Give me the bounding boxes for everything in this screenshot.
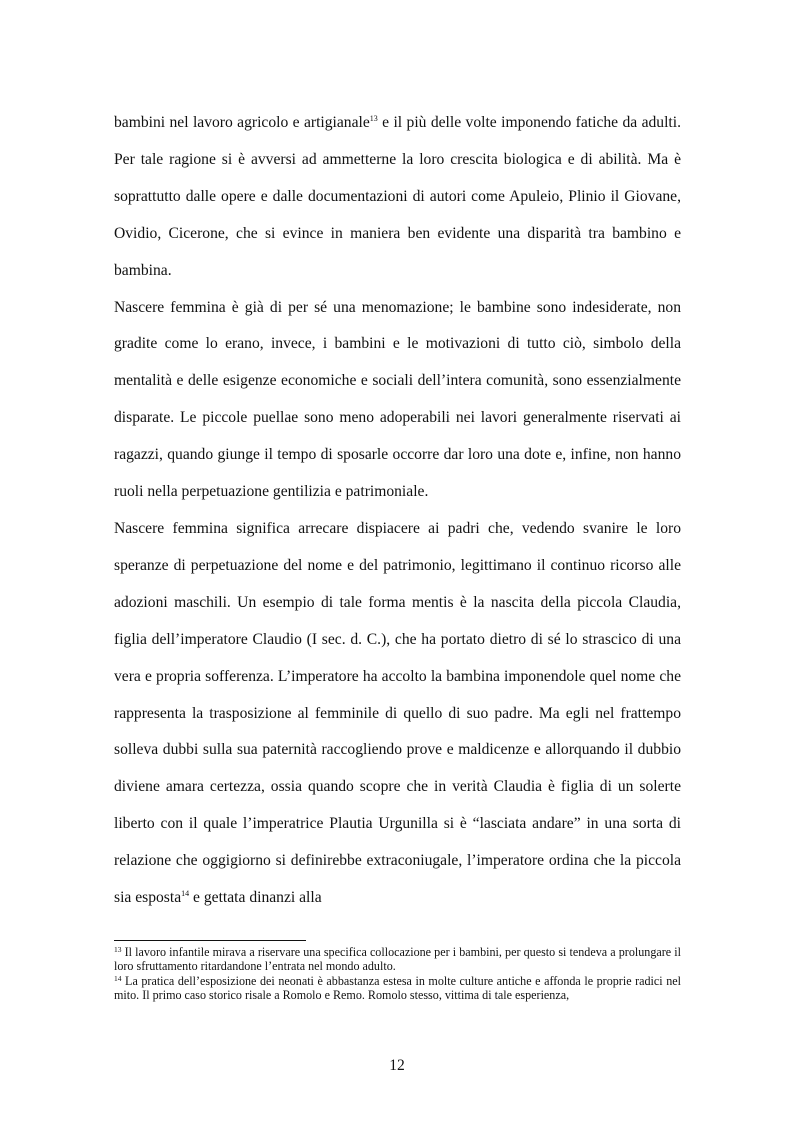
footnote-ref-14[interactable]: 14 — [181, 889, 190, 899]
paragraph-3-text-b: e gettata dinanzi alla — [189, 889, 322, 907]
footnote-text: Il lavoro infantile mirava a riservare una specifica collocazione per i bambini, per questo si tendeva a prolungare il loro sfruttamento ritardandone l’entrata nel mondo adulto. — [114, 945, 681, 974]
paragraph-2: Nascere femmina è già di per sé una menomazione; le bambine sono indesiderate, non gradite come lo erano, invece, i bambini e le motivazioni di tutto ciò, simbolo della mentalità e delle esigenze economiche e sociali dell’intera comunità, sono essenzialmente disparate. Le piccole puellae sono meno adoperabili nei lavori generalmente riservati ai ragazzi, quando giunge il tempo di sposarle occorre dar loro una dote e, infine, non hanno ruoli nella perpetuazione gentilizia e patrimoniale. — [114, 298, 681, 501]
footnote-number: 14 — [114, 973, 122, 983]
footnote-separator — [114, 940, 306, 941]
footnote-14 — [114, 974, 681, 1003]
paragraph-3 — [114, 511, 681, 917]
footnotes — [114, 945, 681, 1002]
footnote-text: La pratica dell’esposizione dei neonati è abbastanza estesa in molte culture antiche e affonda le proprie radici nel mito. Il primo caso storico risale a Romolo e Remo. Romolo stesso, vittima di tale esperienza, — [114, 973, 681, 1002]
paragraph-1 — [114, 105, 681, 290]
footnote-13 — [114, 945, 681, 974]
footnote-ref-13[interactable]: 13 — [369, 114, 378, 123]
footnote-number: 13 — [114, 945, 122, 954]
paragraph-3-text-a: Nascere femmina significa arrecare dispiacere ai padri che, vedendo svanire le loro speranze di perpetuazione del nome e del patrimonio, legittimano il continuo ricorso alle adozioni maschili. Un esempio di tale forma mentis è la nascita della piccola Claudia, figlia dell’imperatore Claudio (I sec. d. C.), che ha portato dietro di sé lo strascico di una vera e propria sofferenza. L’imperatore ha accolto la bambina imponendole quel nome che rappresenta la trasposizione al femminile di quello di suo padre. Ma egli nel frattempo solleva dubbi sulla sua paternità raccogliendo prove e maldicenze e allorquando il dubbio diviene amara certezza, ossia quando scopre che in verità Claudia è figlia di un solerte liberto con il quale l’imperatrice Plautia Urgunilla si è “lasciata andare” in una sorta di relazione che oggigiorno si definirebbe extraconiugale, l’imperatore ordina che la piccola sia esposta — [114, 519, 681, 907]
body-text — [114, 105, 681, 917]
page-number: 12 — [389, 1057, 405, 1074]
paragraph-1-text-b: e il più delle volte imponendo fatiche da adulti. Per tale ragione si è avversi ad ammetterne la loro crescita biologica e di abilità. Ma è soprattutto dalle opere e dalle documentazioni di autori come Apuleio, Plinio il Giovane, Ovidio, Cicerone, che si evince in maniera ben evidente una disparità tra bambino e bambina. — [114, 114, 681, 279]
paragraph-1-text-a: bambini nel lavoro agricolo e artigianale — [114, 114, 370, 131]
